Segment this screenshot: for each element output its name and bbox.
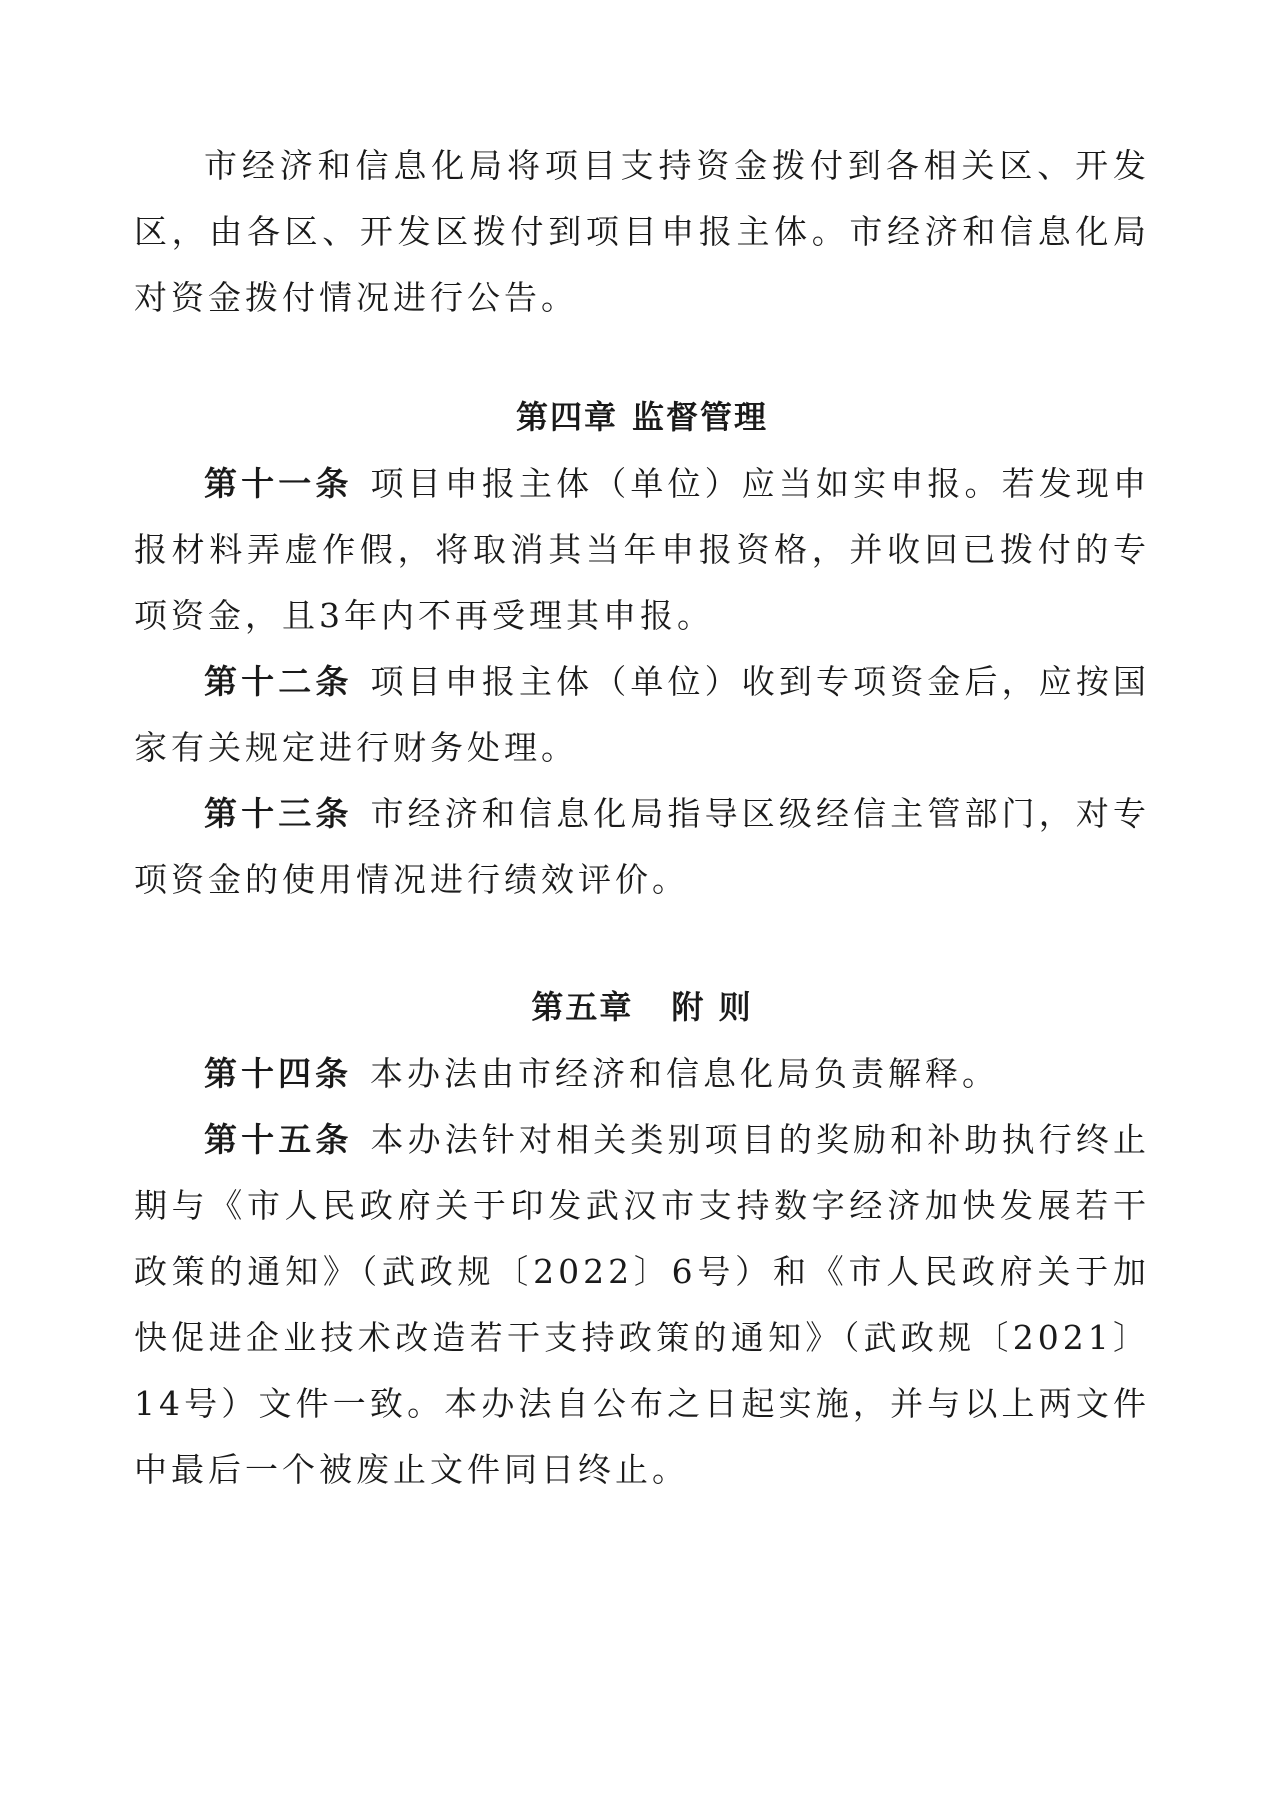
article-12-text: 项目申报主体（单位）收到专项资金后，应按国家有关规定进行财务处理。 — [134, 662, 1150, 767]
chapter-4-title: 监督管理 — [632, 398, 769, 436]
article-11 — [134, 451, 1150, 649]
article-15-label: 第十五条 — [204, 1120, 353, 1159]
article-11-label: 第十一条 — [204, 464, 353, 503]
article-12-label: 第十二条 — [204, 662, 353, 701]
article-14 — [134, 1041, 1150, 1107]
article-11-text: 项目申报主体（单位）应当如实申报。若发现申报材料弄虚作假，将取消其当年申报资格，并收回已拨付的专项资金，且3年内不再受理其申报。 — [134, 464, 1150, 635]
chapter-5-title: 附 则 — [671, 988, 753, 1026]
chapter-5-heading — [134, 977, 1150, 1037]
article-15 — [134, 1107, 1150, 1503]
article-13-text: 市经济和信息化局指导区级经信主管部门，对专项资金的使用情况进行绩效评价。 — [134, 794, 1150, 899]
intro-paragraph: 市经济和信息化局将项目支持资金拨付到各相关区、开发区，由各区、开发区拨付到项目申报主体。市经济和信息化局对资金拨付情况进行公告。 — [134, 146, 1150, 317]
article-13-label: 第十三条 — [204, 794, 353, 833]
chapter-4-number: 第四章 — [515, 398, 618, 436]
article-13 — [134, 781, 1150, 913]
article-12 — [134, 649, 1150, 781]
article-15-text: 本办法针对相关类别项目的奖励和补助执行终止期与《市人民政府关于印发武汉市支持数字经济加快发展若干政策的通知》（武政规〔2022〕6号）和《市人民政府关于加快促进企业技术改造若干支持政策的通知》（武政规〔2021〕14号）文件一致。本办法自公布之日起实施，并与以上两文件中最后一个被废止文件同日终止。 — [134, 1120, 1150, 1489]
chapter-5-number: 第五章 — [531, 988, 634, 1026]
article-14-text: 本办法由市经济和信息化局负责解释。 — [370, 1054, 999, 1093]
chapter-4-heading — [134, 387, 1150, 447]
article-14-label: 第十四条 — [204, 1054, 352, 1093]
